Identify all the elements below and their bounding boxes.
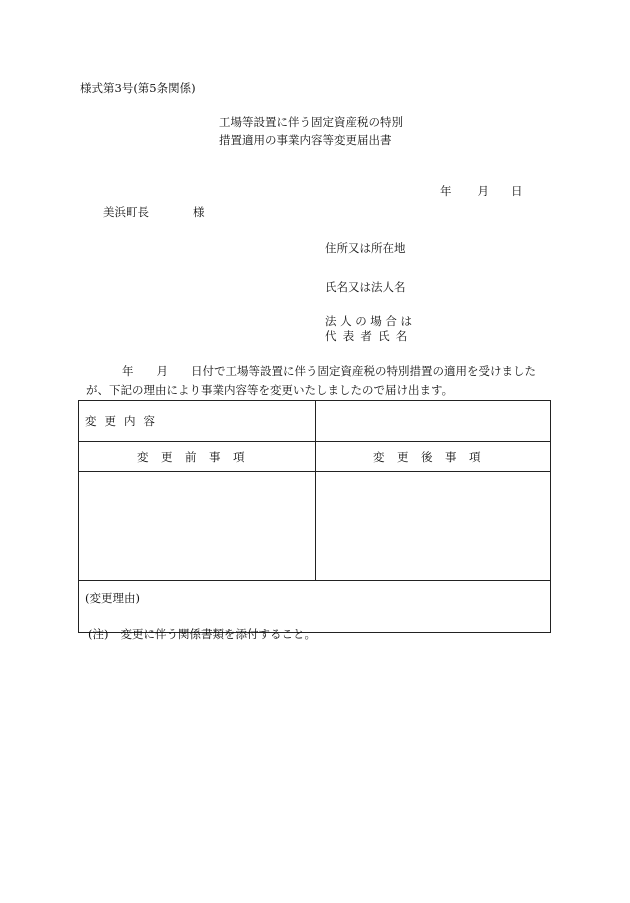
footnote — [88, 629, 316, 641]
change-content-row — [79, 401, 551, 442]
column-header-row — [79, 442, 551, 472]
reason-row — [79, 581, 551, 633]
addressee-name: 美浜町長 — [103, 205, 149, 219]
before-change-header: 変更前事項 — [79, 442, 316, 472]
form-number: 様式第3号(第5条関係) — [80, 81, 196, 95]
change-reason-field[interactable] — [79, 581, 551, 633]
submission-date — [440, 186, 523, 198]
after-change-field[interactable] — [316, 472, 551, 581]
change-details-row — [79, 472, 551, 581]
document-title-line-2: 措置適用の事業内容等変更届出書 — [219, 133, 392, 147]
addressee — [103, 207, 205, 219]
after-change-header: 変更後事項 — [316, 442, 551, 472]
footnote-prefix: (注) — [88, 627, 109, 641]
change-content-field[interactable] — [316, 401, 551, 442]
corporation-label-line-1: 法人の場合は — [325, 314, 416, 328]
change-reason-label: (変更理由) — [85, 591, 140, 605]
body-text-line-2: が、下記の理由により事業内容等を変更いたしましたので届け出ます。 — [86, 383, 454, 397]
before-change-field[interactable] — [79, 472, 316, 581]
address-label: 住所又は所在地 — [325, 241, 406, 255]
footnote-text: 変更に伴う関係書類を添付すること。 — [120, 627, 316, 641]
addressee-honorific: 様 — [193, 205, 205, 219]
change-content-label: 変更内容 — [79, 401, 316, 442]
document-title-line-1: 工場等設置に伴う固定資産税の特別 — [219, 115, 403, 129]
change-form-table — [78, 400, 551, 633]
representative-label: 代表者氏名 — [325, 329, 414, 343]
name-label: 氏名又は法人名 — [325, 280, 406, 294]
date-month-label: 月 — [477, 184, 489, 198]
date-day-label: 日 — [511, 184, 523, 198]
body-text-line-1: 年 月 日付で工場等設置に伴う固定資産税の特別措置の適用を受けました — [122, 364, 536, 378]
date-year-label: 年 — [440, 184, 452, 198]
